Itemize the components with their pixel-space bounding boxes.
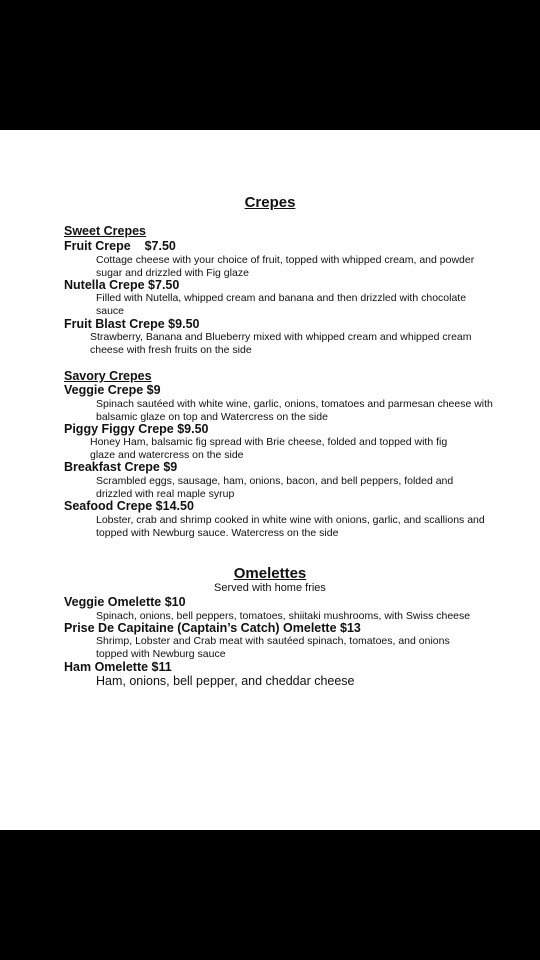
bottom-black-bar (0, 830, 540, 960)
menu-item-desc: Lobster, crab and shrimp cooked in white wine with onions, garlic, and scallions and topped with Newburg sauce. Watercress on the side (96, 514, 485, 539)
omelettes-subtitle: Served with home fries (214, 582, 326, 594)
omelettes-title: Omelettes (233, 565, 307, 582)
menu-item-fruit-blast-crepe: Fruit Blast Crepe $9.50 (64, 317, 200, 331)
menu-item-desc: Spinach sautéed with white wine, garlic, onions, tomatoes and parmesan cheese with balsamic glaze on top and Watercress on the side (96, 398, 493, 423)
menu-item-veggie-omelette: Veggie Omelette $10 (64, 595, 186, 609)
menu-item-captains-catch-omelette: Prise De Capitaine (Captain’s Catch) Omelette $13 (64, 621, 361, 635)
menu-page (0, 130, 540, 830)
menu-item-desc: Shrimp, Lobster and Crab meat with sautéed spinach, tomatoes, and onions topped with Newburg sauce (96, 635, 450, 660)
menu-item-breakfast-crepe: Breakfast Crepe $9 (64, 460, 178, 474)
menu-item-desc: Cottage cheese with your choice of fruit, topped with whipped cream, and powder sugar and drizzled with Fig glaze (96, 254, 475, 279)
menu-item-desc: Strawberry, Banana and Blueberry mixed with whipped cream and whipped cream cheese with fresh fruits on the side (90, 331, 472, 356)
menu-item-desc: Filled with Nutella, whipped cream and banana and then drizzled with chocolate sauce (96, 292, 467, 317)
menu-item-veggie-crepe: Veggie Crepe $9 (64, 383, 161, 397)
top-black-bar (0, 0, 540, 130)
menu-item-desc: Spinach, onions, bell peppers, tomatoes, shiitaki mushrooms, with Swiss cheese (96, 610, 471, 622)
menu-item-fruit-crepe: Fruit Crepe $7.50 (64, 239, 176, 253)
menu-item-ham-omelette: Ham Omelette $11 (64, 660, 172, 674)
menu-item-nutella-crepe: Nutella Crepe $7.50 (64, 278, 180, 292)
crepes-title: Crepes (244, 194, 296, 211)
sweet-crepes-heading: Sweet Crepes (64, 224, 146, 238)
menu-item-piggy-figgy-crepe: Piggy Figgy Crepe $9.50 (64, 422, 209, 436)
menu-item-seafood-crepe: Seafood Crepe $14.50 (64, 499, 194, 513)
menu-item-desc: Scrambled eggs, sausage, ham, onions, bacon, and bell peppers, folded and drizzled with real maple syrup (96, 475, 454, 500)
menu-item-desc: Honey Ham, balsamic fig spread with Brie cheese, folded and topped with fig glaze and watercress on the side (90, 436, 448, 461)
savory-crepes-heading: Savory Crepes (64, 369, 152, 383)
menu-item-desc: Ham, onions, bell pepper, and cheddar cheese (96, 674, 355, 688)
